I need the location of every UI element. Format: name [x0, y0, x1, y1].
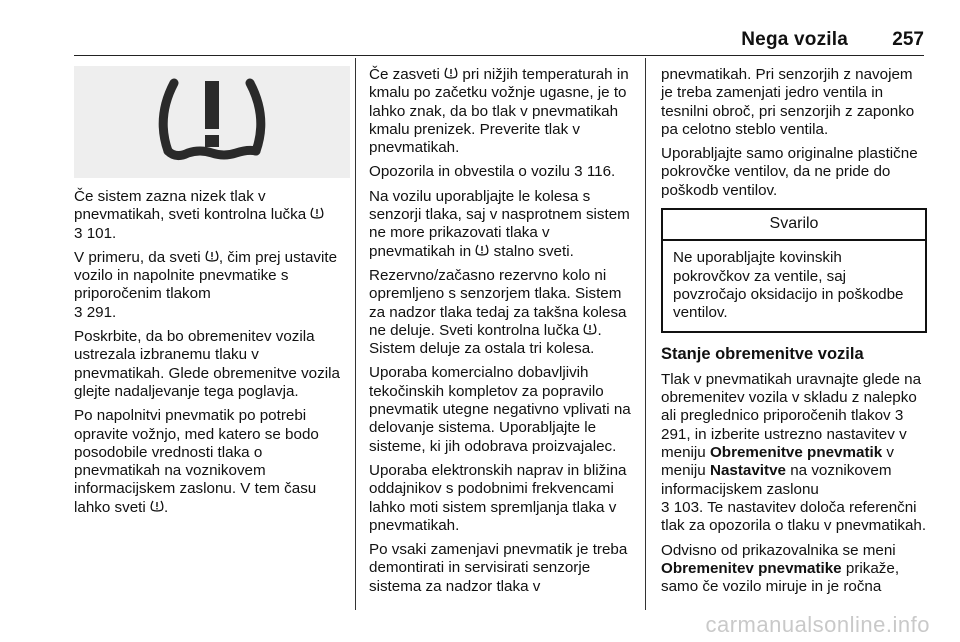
- paragraph: Če sistem zazna nizek tlak v pnevmatikah, sveti kontrolna lučka 3 101.: [74, 188, 348, 243]
- menu-name: Nastavitve: [709, 462, 786, 480]
- tpms-inline-icon: [583, 323, 597, 336]
- header-rule: [74, 55, 924, 56]
- paragraph: Uporaba komercialno dobavljivih tekočinskih kompletov za popravilo pnevmatik utegne negativno vplivati na delovanje sistema. Uporabljajte le sisteme, ki jih odobrava proizvajalec.: [369, 364, 631, 455]
- column-divider-right: [645, 58, 646, 610]
- ref-arrow: 3: [574, 163, 583, 181]
- ref-arrow: 3: [74, 303, 83, 321]
- paragraph: pnevmatikah. Pri senzorjih z navojem je treba zamenjati jedro ventila in tesnilni obroč, pri senzorjih z zaponko pa celotno steblo ventila.: [661, 66, 915, 138]
- ref-arrow: 3: [894, 407, 904, 425]
- column-divider-left: [355, 58, 356, 610]
- ref-arrow: 3: [661, 498, 670, 516]
- paragraph: Po napolnitvi pnevmatik po potrebi opravite vožnjo, med katero se bodo posodobile vrednosti tlaka o pnevmatikah na voznikovem informacijskem zaslonu. V tem času lahko sveti .: [74, 407, 319, 516]
- warning-body: Ne uporabljajte kovinskih pokrovčkov za ventile, saj povzročajo oksidacijo in poškodbe ventilov.: [673, 249, 904, 322]
- paragraph: Rezervno/začasno rezervno kolo ni opremljeno s senzorjem tlaka. Sistem za nadzor tlaka tedaj za takšna kolesa ne deluje. Sveti kontrolna lučka . Sistem deluje za ostala tri kolesa.: [369, 266, 627, 358]
- paragraph: Po vsaki zamenjavi pnevmatik je treba demontirati in servisirati senzorje sistema za nadzor tlaka v: [369, 541, 628, 595]
- paragraph: Uporabljajte samo originalne plastične pokrovčke ventilov, da ne pride do poškodb ventilov.: [661, 145, 918, 199]
- paragraph: Na vozilu uporabljajte le kolesa s senzorji tlaka, saj v nasprotnem sistem ne more prikazovati tlaka v pnevmatikah in stalno sveti.: [369, 187, 630, 260]
- tpms-inline-icon: [475, 244, 489, 257]
- menu-name: Obremenitve pnevmatik: [709, 444, 883, 462]
- ref-arrow: 3: [74, 224, 83, 242]
- tpms-warning-figure: [74, 66, 350, 178]
- paragraph: V primeru, da sveti , čim prej ustavite vozilo in napolnite pnevmatike s priporočenim tlakom 3 291.: [74, 248, 338, 321]
- menu-name: Obremenitev pnevmatike: [661, 559, 842, 577]
- watermark: carmanualsonline.info: [705, 612, 930, 637]
- warning-box: [661, 208, 927, 332]
- paragraph: Uporaba elektronskih naprav in bližina oddajnikov s podobnimi frekvencami lahko moti sistem spremljanja tlaka v pnevmatikah.: [369, 461, 627, 534]
- warning-title: Svarilo: [663, 210, 925, 241]
- paragraph: Če zasveti pri nižjih temperaturah in kmalu po začetku vožnje ugasne, je to lahko znak, da bo tlak v pnevmatikah kmalu prenizek. Preverite tlak v pnevmatikah.: [369, 66, 629, 157]
- left-column: [74, 66, 348, 523]
- tpms-inline-icon: [310, 207, 324, 220]
- middle-column: [369, 66, 635, 602]
- section-heading: Stanje obremenitve vozila: [661, 344, 864, 363]
- tpms-inline-icon: [205, 250, 219, 263]
- paragraph: Tlak v pnevmatikah uravnajte glede na obremenitev vozila v skladu z nalepko ali preglednico priporočenih tlakov 3 291, in izberite ustrezno nastavitev v meniju Obremenitve pnevmatik v meniju Nastavitve na voznikovem informacijskem zaslonu 3 103. Te nastavitev določa referenčni tlak za opozorila o tlaku v pnevmatikah.: [661, 370, 927, 535]
- page-header: [0, 0, 960, 58]
- tpms-warning-icon: [152, 73, 272, 171]
- page-number: 257: [892, 29, 924, 50]
- paragraph: Odvisno od prikazovalnika se meni Obremenitev pnevmatike prikaže, samo če vozilo miruje in je ročna: [661, 541, 900, 596]
- right-column: [661, 66, 927, 602]
- chapter-title: Nega vozila: [741, 29, 848, 50]
- tpms-inline-icon: [150, 500, 164, 513]
- paragraph: Poskrbite, da bo obremenitev vozila ustrezala izbranemu tlaku v pnevmatikah. Glede obremenitve vozila glejte nadaljevanje tega poglavja.: [74, 328, 340, 400]
- tpms-inline-icon: [444, 67, 458, 80]
- paragraph: Opozorila in obvestila o vozilu 3 116.: [369, 163, 616, 181]
